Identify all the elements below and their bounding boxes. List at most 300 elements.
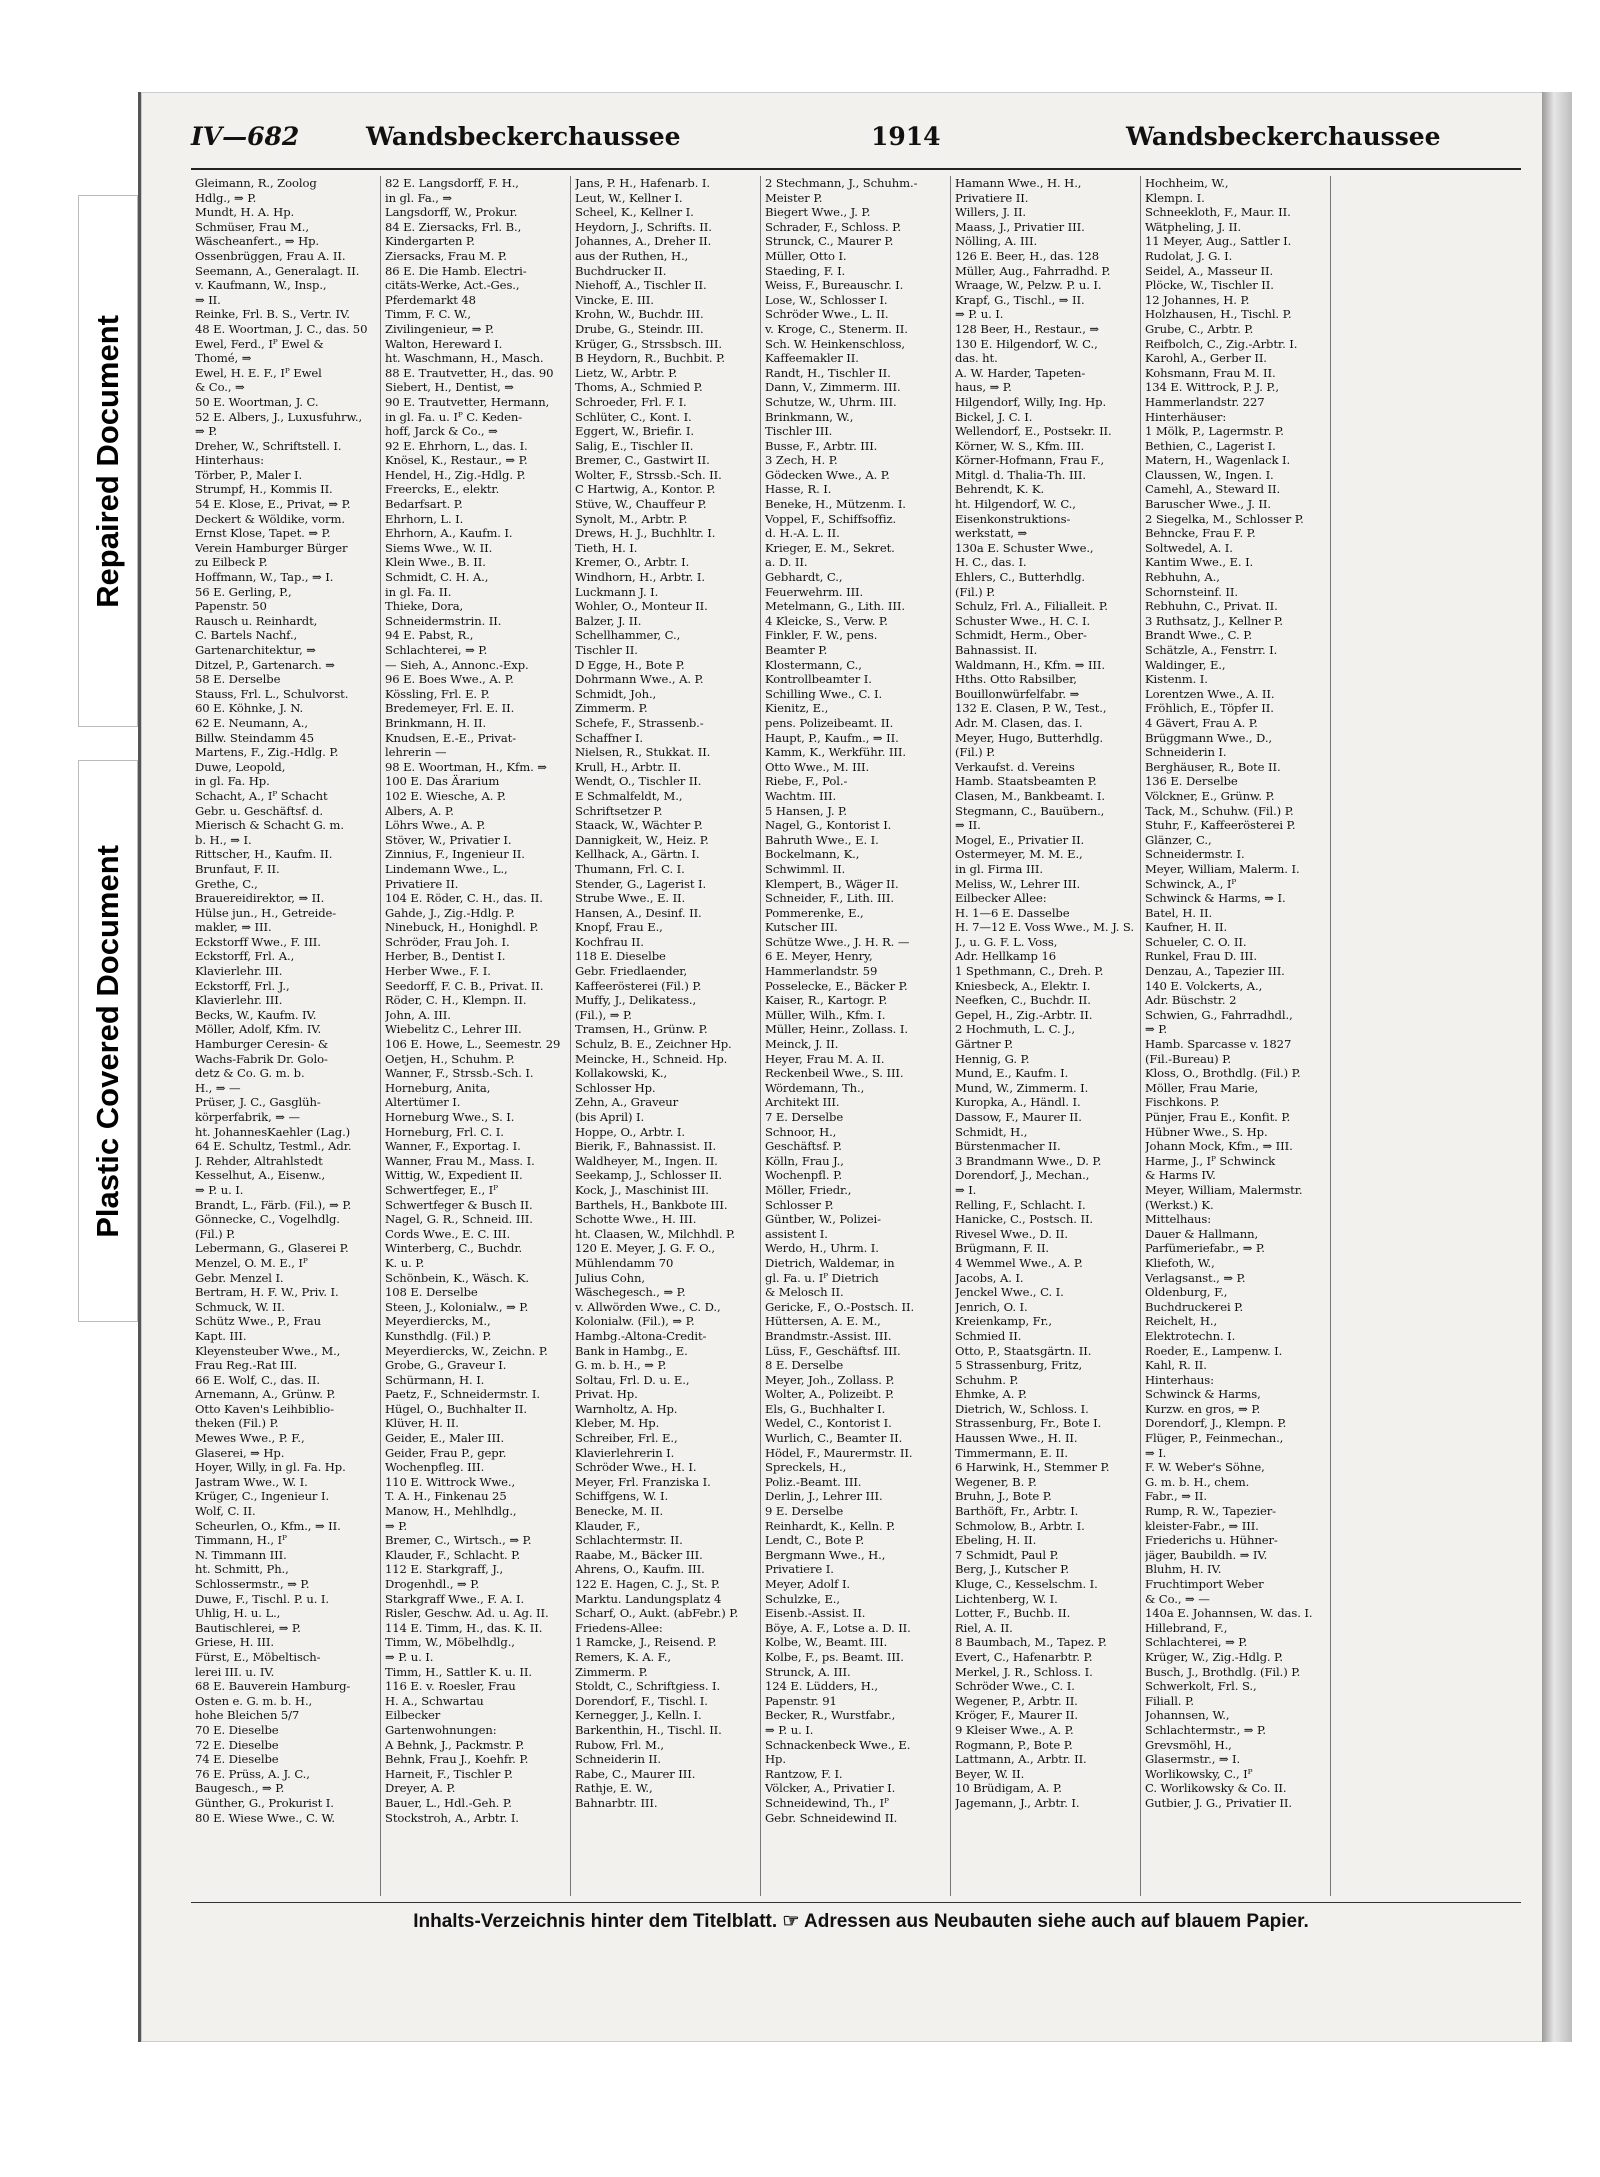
directory-entry: Brüggmann Wwe., D., — [1145, 730, 1273, 745]
directory-entry: Schneidermstrin. II. — [385, 613, 502, 628]
directory-entry: Meister P. — [765, 190, 823, 205]
directory-entry: in gl. Firma III. — [955, 861, 1043, 876]
directory-entry: Soltwedel, A. I. — [1145, 540, 1233, 555]
directory-entry: Rebhuhn, A., — [1145, 570, 1220, 585]
directory-entry: Klauder, F., — [575, 1518, 641, 1533]
directory-entry: 108 E. Derselbe — [385, 1285, 478, 1300]
directory-entry: v. Kroge, C., Stenerm. II. — [765, 321, 908, 336]
directory-entry: Tischler II. — [575, 643, 638, 657]
directory-entry: 88 E. Trautvetter, H., das. 90 — [385, 365, 554, 380]
directory-entry: Haussen Wwe., H. II. — [955, 1431, 1078, 1446]
directory-entry: & Harms IV. — [1145, 1168, 1216, 1183]
directory-entry: Beamter P. — [765, 643, 828, 657]
directory-entry: Schriftsetzer P. — [575, 803, 663, 818]
directory-entry: Krüger, C., Ingenieur I. — [195, 1489, 330, 1504]
directory-entry: 8 Baumbach, M., Tapez. P. — [955, 1635, 1107, 1650]
directory-entry: zu Eilbeck P. — [195, 555, 268, 570]
directory-entry: Ziersacks, Frau M. P. — [385, 248, 507, 263]
directory-entry: Tischler III. — [765, 424, 833, 439]
directory-entry: Hennig, G. P. — [955, 1051, 1030, 1066]
directory-entry: Zehn, A., Graveur — [575, 1095, 679, 1110]
directory-entry: Klostermann, C., — [765, 657, 862, 672]
directory-entry: Stockstroh, A., Arbtr. I. — [385, 1810, 519, 1825]
header-rule — [191, 168, 1521, 170]
directory-entry: Benecke, M. II. — [575, 1504, 664, 1519]
directory-entry: Haupt, P., Kaufm., ⇒ II. — [765, 730, 899, 745]
directory-entry: 72 E. Dieselbe — [195, 1737, 279, 1752]
directory-entry: Möller, Adolf, Kfm. IV. — [195, 1022, 322, 1037]
directory-entry: Poliz.-Beamt. III. — [765, 1474, 862, 1489]
directory-entry: in gl. Fa., ⇒ — [385, 190, 452, 205]
directory-entry: Kaiser, R., Kartogr. P. — [765, 993, 888, 1008]
directory-entry: Arnemann, A., Grünw. P. — [195, 1387, 336, 1402]
directory-entry: Rausch u. Reinhardt, — [195, 613, 318, 628]
directory-entry: Schilling Wwe., C. I. — [765, 686, 883, 701]
directory-entry: 124 E. Lüdders, H., — [765, 1679, 878, 1694]
directory-entry: Zimmerm. P. — [575, 1664, 648, 1679]
directory-entry: Gebhardt, C., — [765, 570, 843, 585]
directory-entry: Timm, W., Möbelhdlg., — [385, 1635, 515, 1650]
directory-entry: 110 E. Wittrock Wwe., — [385, 1474, 516, 1489]
directory-entry: Fischkons. P. — [1145, 1095, 1220, 1110]
directory-entry: Hammerlandstr. 59 — [765, 964, 878, 979]
directory-entry: 116 E. v. Roesler, Frau — [385, 1679, 516, 1694]
directory-entry: Pommerenke, E., — [765, 905, 864, 920]
directory-entry: Finkler, F. W., pens. — [765, 628, 878, 643]
directory-entry: Timm, H., Sattler K. u. II. — [385, 1664, 532, 1679]
directory-entry: Barkenthin, H., Tischl. II. — [575, 1722, 722, 1737]
directory-entry: Wochenpfleg. III. — [385, 1460, 485, 1475]
directory-entry: Stöver, W., Privatier I. — [385, 832, 512, 847]
directory-entry: Kollakowski, K., — [575, 1066, 668, 1081]
directory-entry: Staeding, F. I. — [765, 263, 846, 278]
directory-entry: Uhlig, H. u. L., — [195, 1606, 281, 1621]
directory-entry: Heydorn, J., Schrifts. II. — [575, 219, 712, 234]
directory-entry: Waldheyer, M., Ingen. II. — [575, 1153, 718, 1168]
directory-entry: Krohn, W., Buchdr. III. — [575, 307, 704, 322]
directory-entry: Kaffeerösterei (Fil.) P. — [575, 978, 702, 993]
directory-entry: Geider, E., Maler III. — [385, 1431, 505, 1446]
directory-entry: Jastram Wwe., W. I. — [195, 1474, 308, 1489]
directory-entry: Günther, G., Prokurist I. — [195, 1795, 334, 1810]
directory-entry: Thomé, ⇒ — [195, 351, 252, 366]
directory-entry: 136 E. Derselbe — [1145, 774, 1238, 789]
directory-entry: v. Allwörden Wwe., C. D., — [575, 1299, 721, 1314]
directory-entry: 2 Stechmann, J., Schuhm.- — [765, 176, 918, 190]
directory-entry: Müller, Aug., Fahrradhd. P. — [955, 263, 1111, 278]
directory-entry: Paetz, F., Schneidermstr. I. — [385, 1387, 540, 1402]
directory-entry: Drews, H. J., Buchhltr. I. — [575, 526, 716, 541]
directory-entry: Kremer, O., Arbtr. I. — [575, 555, 690, 570]
directory-entry: Bethien, C., Lagerist I. — [1145, 438, 1276, 453]
directory-entry: Dorendorf, J., Mechan., — [955, 1168, 1090, 1183]
directory-entry: Ossenbrüggen, Frau A. II. — [195, 248, 346, 263]
directory-entry: J. Rehder, Altrahlstedt — [195, 1153, 323, 1168]
directory-entry: Schwerkolt, Frl. S., — [1145, 1679, 1257, 1694]
directory-entry: Relling, F., Schlacht. I. — [955, 1197, 1086, 1212]
directory-entry: Hoffmann, W., Tap., ⇒ I. — [195, 570, 334, 585]
directory-entry: Glänzer, C., — [1145, 832, 1212, 847]
directory-entry: Hambg.-Altona-Credit- — [575, 1328, 707, 1343]
directory-entry: Matern, H., Wagenlack I. — [1145, 453, 1291, 468]
directory-entry: Wochenpfl. P. — [765, 1168, 843, 1183]
directory-entry: Hinterhaus: — [1145, 1372, 1214, 1387]
directory-entry: Schätzle, A., Fenstrr. I. — [1145, 643, 1278, 657]
directory-entry: Brunfaut, F. II. — [195, 861, 280, 876]
directory-entry: Friedens-Allee: — [575, 1620, 663, 1635]
column-7 — [1331, 176, 1521, 1896]
directory-entry: 100 E. Das Ärarium — [385, 774, 500, 789]
directory-entry: Bluhm, H. IV. — [1145, 1562, 1222, 1577]
directory-entry: Dorendorf, F., Tischl. I. — [575, 1693, 708, 1708]
directory-entry: 132 E. Clasen, P. W., Test., — [955, 701, 1107, 716]
directory-entry: Gutbier, J. G., Privatier II. — [1145, 1795, 1292, 1810]
column-6 — [1141, 176, 1331, 1896]
directory-entry: Brinkmann, H. II. — [385, 715, 487, 730]
directory-entry: ⇒ P. u. I. — [195, 1182, 244, 1197]
directory-entry: Verein Hamburger Bürger — [195, 540, 348, 555]
directory-entry: Behrendt, K. K. — [955, 482, 1045, 497]
directory-entry: Wittig, W., Expedient II. — [385, 1168, 523, 1183]
directory-entry: Muffy, J., Delikatess., — [575, 993, 697, 1008]
directory-entry: Horneburg, Frl. C. I. — [385, 1124, 504, 1139]
directory-entry: Schlüter, C., Kont. I. — [575, 409, 692, 424]
directory-entry: Schneiderin II. — [575, 1752, 661, 1767]
directory-entry: 2 Hochmuth, L. C. J., — [955, 1022, 1075, 1037]
directory-entry: Freercks, E., elektr. — [385, 482, 500, 497]
directory-entry: Timmermann, E. II. — [955, 1445, 1068, 1460]
directory-entry: Ehlers, C., Butterhdlg. — [955, 570, 1085, 585]
directory-entry: Hinterhaus: — [195, 453, 264, 468]
directory-entry: Papenstr. 50 — [195, 599, 267, 614]
directory-entry: Stegmann, C., Bauübern., — [955, 803, 1105, 818]
directory-entry: Drube, G., Steindr. III. — [575, 321, 704, 336]
directory-entry: ⇒ P. — [385, 1518, 408, 1533]
column-5 — [951, 176, 1141, 1896]
directory-entry: Schefe, F., Strassenb.- — [575, 715, 704, 730]
plastic-covered-document-text: Plastic Covered Document — [90, 844, 125, 1238]
directory-entry: Billw. Steindamm 45 — [195, 730, 315, 745]
directory-entry: 114 E. Timm, H., das. K. II. — [385, 1620, 543, 1635]
directory-entry: Ninebuck, H., Honighdl. P. — [385, 920, 539, 935]
directory-entry: Kahl, R. II. — [1145, 1358, 1207, 1373]
directory-entry: Meyer, Adolf I. — [765, 1577, 851, 1591]
directory-entry: Verkaufst. d. Vereins — [955, 759, 1075, 774]
directory-entry: Kienitz, E., — [765, 701, 829, 716]
directory-entry: Kölln, Frau J., — [765, 1153, 844, 1168]
directory-entry: Schlosser Hp. — [575, 1080, 656, 1095]
directory-entry: Brügmann, F. II. — [955, 1241, 1050, 1256]
directory-entry: Wördemann, Th., — [765, 1080, 865, 1095]
directory-entry: Hamb. Sparcasse v. 1827 — [1145, 1037, 1292, 1052]
directory-entry: Behncke, Frau F. P. — [1145, 526, 1256, 541]
directory-entry: Privat. Hp. — [575, 1387, 638, 1402]
directory-entry: Knudsen, E.-E., Privat- — [385, 730, 517, 745]
directory-entry: H. 7—12 E. Voss Wwe., M. J. S. — [955, 920, 1134, 935]
directory-entry: Adr. Hellkamp 16 — [955, 949, 1057, 964]
directory-entry: 134 E. Wittrock, P. J. P., — [1145, 380, 1279, 395]
directory-entry: Stauss, Frl. L., Schulvorst. — [195, 686, 349, 701]
directory-entry: 4 Gävert, Frau A. P. — [1145, 715, 1258, 730]
directory-entry: 118 E. Dieselbe — [575, 949, 666, 964]
directory-entry: 86 E. Die Hamb. Electri- — [385, 263, 527, 278]
directory-entry: Johannsen, W., — [1145, 1708, 1230, 1723]
directory-entry: 106 E. Howe, L., Seemestr. 29 — [385, 1037, 561, 1052]
directory-entry: Lendt, C., Bote P. — [765, 1533, 865, 1548]
directory-entry: Hübner Wwe., S. Hp. — [1145, 1124, 1268, 1139]
directory-entry: Kurzw. en gros, ⇒ P. — [1145, 1401, 1261, 1416]
column-1 — [191, 176, 381, 1896]
directory-entry: Remers, K. A. F., — [575, 1649, 671, 1664]
directory-entry: Schulz, B. E., Zeichner Hp. — [575, 1037, 732, 1052]
directory-entry: Bank in Hambg., E. — [575, 1343, 688, 1358]
directory-entry: Jenrich, O. I. — [955, 1299, 1028, 1314]
directory-entry: Steen, J., Kolonialw., ⇒ P. — [385, 1299, 529, 1314]
directory-entry: Ewel, H. E. F., Iᴾ Ewel — [195, 365, 322, 380]
directory-entry: Bedarfsart. P. — [385, 497, 463, 512]
directory-entry: werkstatt, ⇒ — [955, 526, 1028, 541]
directory-entry: E Schmalfeldt, M., — [575, 788, 683, 803]
directory-entry: Walton, Hereward I. — [385, 336, 503, 351]
directory-entry: Dassow, F., Maurer II. — [955, 1110, 1082, 1124]
directory-entry: Mierisch & Schacht G. m. — [195, 818, 344, 833]
directory-entry: 90 E. Trautvetter, Hermann, — [385, 394, 550, 409]
directory-entry: Camehl, A., Steward II. — [1145, 482, 1281, 497]
directory-entry: Schmolow, B., Arbtr. I. — [955, 1518, 1085, 1533]
footer-rule — [191, 1902, 1521, 1903]
directory-entry: G. m. b. H., ⇒ P. — [575, 1358, 667, 1373]
directory-entry: Soltau, Frl. D. u. E., — [575, 1372, 690, 1387]
directory-entry: Meyer, William, Malerm. I. — [1145, 861, 1300, 876]
directory-entry: Buchdrucker II. — [575, 263, 667, 278]
directory-entry: Tramsen, H., Grünw. P. — [575, 1022, 708, 1037]
directory-entry: Möller, Friedr., — [765, 1182, 852, 1197]
directory-entry: Herber, B., Dentist I. — [385, 949, 506, 964]
directory-entry: 130 E. Hilgendorf, W. C., — [955, 336, 1098, 351]
directory-entry: Beneke, H., Mützenm. I. — [765, 497, 906, 512]
directory-entry: 122 E. Hagen, C. J., St. P. — [575, 1577, 720, 1591]
directory-entry: Schmidt, C. H. A., — [385, 570, 489, 585]
directory-entry: Schwinck, A., Iᴾ — [1145, 876, 1237, 891]
directory-entry: 7 Schmidt, Paul P. — [955, 1547, 1059, 1562]
directory-entry: Starkgraff Wwe., F. A. I. — [385, 1591, 525, 1606]
directory-entry: Julius Cohn, — [575, 1270, 645, 1285]
directory-entry: Grevsmöhl, H., — [1145, 1737, 1232, 1752]
directory-entry: Geschäftsf. P. — [765, 1139, 842, 1154]
directory-entry: Timmann, H., Iᴾ — [195, 1533, 287, 1548]
directory-entry: 9 E. Derselbe — [765, 1504, 844, 1519]
directory-entry: Wiebelitz C., Lehrer III. — [385, 1022, 522, 1037]
directory-entry: das. ht. — [955, 351, 998, 366]
directory-entry: Spreckels, H., — [765, 1460, 847, 1475]
directory-entry: (Fil.) P. — [955, 584, 996, 599]
directory-entry: Schrader, F., Schloss. P. — [765, 219, 902, 234]
directory-entry: Lorentzen Wwe., A. II. — [1145, 686, 1275, 701]
directory-entry: Wäschegesch., ⇒ P. — [575, 1285, 686, 1300]
directory-entry: Kolbe, F., ps. Beamt. III. — [765, 1649, 904, 1664]
directory-entry: Löhrs Wwe., A. P. — [385, 818, 486, 833]
directory-entry: Mühlendamm 70 — [575, 1255, 674, 1270]
directory-entry: 3 Zech, H. P. — [765, 453, 838, 468]
directory-entry: Meyer, Frl. Franziska I. — [575, 1474, 711, 1489]
directory-entry: Schuhm. P. — [955, 1372, 1019, 1387]
directory-entry: 48 E. Woortman, J. C., das. 50 — [195, 321, 368, 336]
directory-entry: Elektrotechn. I. — [1145, 1328, 1236, 1343]
directory-entry: Schlossermstr., ⇒ P. — [195, 1577, 310, 1591]
directory-entry: Hammerlandstr. 227 — [1145, 394, 1265, 409]
directory-entry: Schütze Wwe., J. H. R. — — [765, 934, 910, 949]
directory-entry: Güntber, W., Polizei- — [765, 1212, 881, 1227]
directory-entry: Lietz, W., Arbtr. P. — [575, 365, 678, 380]
directory-entry: ⇒ I. — [1145, 1445, 1167, 1460]
directory-entry: aus der Ruthen, H., — [575, 248, 689, 263]
directory-entry: Brandmstr.-Assist. III. — [765, 1328, 892, 1343]
directory-entry: Wegener, B. P. — [955, 1474, 1037, 1489]
directory-entry: Manow, H., Mehlhdlg., — [385, 1504, 517, 1519]
directory-entry: Evert, C., Hafenarbtr. P. — [955, 1649, 1093, 1664]
directory-entry: Deckert & Wöldike, vorm. — [195, 511, 345, 526]
directory-entry: Kernegger, J., Kelln. I. — [575, 1708, 702, 1723]
directory-entry: 5 Hansen, J. P. — [765, 803, 847, 818]
directory-entry: Strube Wwe., E. II. — [575, 891, 686, 906]
directory-entry: Wolter, A., Polizeibt. P. — [765, 1387, 894, 1402]
directory-entry: ⇒ II. — [195, 292, 221, 307]
directory-entry: Pünjer, Frau E., Konfit. P. — [1145, 1110, 1291, 1124]
directory-entry: Kleyensteuber Wwe., M., — [195, 1343, 341, 1358]
directory-entry: Kohsmann, Frau M. II. — [1145, 365, 1276, 380]
directory-entry: Hinterhäuser: — [1145, 409, 1227, 424]
directory-entry: C. Bartels Nachf., — [195, 628, 298, 643]
directory-entry: Schröder Wwe., C. I. — [955, 1679, 1075, 1694]
repaired-document-text: Repaired Document — [90, 314, 125, 608]
directory-entry: Eggert, W., Briefir. I. — [575, 424, 694, 439]
directory-entry: Gahde, J., Zig.-Hdlg. P. — [385, 905, 515, 920]
directory-entry: Bockelmann, K., — [765, 847, 860, 862]
directory-entry: Riebe, F., Pol.- — [765, 774, 848, 789]
directory-entry: Meyer, Joh., Zollass. P. — [765, 1372, 895, 1387]
directory-entry: Niehoff, A., Tischler II. — [575, 278, 707, 293]
directory-entry: Hilgendorf, Willy, Ing. Hp. — [955, 394, 1107, 409]
directory-entry: 80 E. Wiese Wwe., C. W. — [195, 1810, 335, 1825]
directory-entry: Zivilingenieur, ⇒ P. — [385, 321, 494, 336]
directory-entry: Reifbolch, C., Zig.-Arbtr. I. — [1145, 336, 1298, 351]
directory-entry: Wanner, F., Strssb.-Sch. I. — [385, 1066, 534, 1081]
directory-entry: Dann, V., Zimmerm. III. — [765, 380, 901, 395]
year: 1914 — [871, 122, 941, 151]
directory-entry: Rittscher, H., Kaufm. II. — [195, 847, 333, 862]
directory-entry: Seedorff, F. C. B., Privat. II. — [385, 978, 544, 993]
directory-entry: Müller, Otto I. — [765, 248, 847, 263]
directory-entry: 3 Brandmann Wwe., D. P. — [955, 1153, 1102, 1168]
directory-entry: Rathje, E. W., — [575, 1781, 653, 1796]
directory-entry: Schwinck & Harms, — [1145, 1387, 1261, 1402]
directory-entry: Brandt Wwe., C. P. — [1145, 628, 1253, 643]
directory-entry: Johann Mock, Kfm., ⇒ III. — [1145, 1139, 1293, 1154]
directory-entry: Gärtner P. — [955, 1037, 1014, 1052]
directory-entry: Gleimann, R., Zoolog — [195, 176, 317, 190]
directory-entry: 84 E. Ziersacks, Frl. B., — [385, 219, 522, 234]
column-4 — [761, 176, 951, 1896]
directory-entry: Schwertfeger, E., Iᴾ — [385, 1182, 498, 1197]
directory-entry: Hillebrand, F., — [1145, 1620, 1228, 1635]
directory-entry: 4 Kleicke, S., Verw. P. — [765, 613, 888, 628]
directory-entry: Baruscher Wwe., J. II. — [1145, 497, 1271, 512]
directory-entry: Meliss, W., Lehrer III. — [955, 876, 1081, 891]
directory-entry: Wachtm. III. — [765, 788, 837, 803]
directory-entry: Bouillonwürfelfabr. ⇒ — [955, 686, 1080, 701]
directory-entry: Reckenbeil Wwe., S. III. — [765, 1066, 904, 1081]
directory-entry: Müller, Wilh., Kfm. I. — [765, 1007, 886, 1022]
directory-entry: ht. Hilgendorf, W. C., — [955, 497, 1076, 512]
directory-entry: Roeder, E., Lampenw. I. — [1145, 1343, 1283, 1358]
directory-entry: Runkel, Frau D. III. — [1145, 949, 1257, 964]
directory-entry: ⇒ P. u. I. — [955, 307, 1004, 322]
directory-entry: Kolbe, W., Beamt. III. — [765, 1635, 888, 1650]
directory-entry: makler, ⇒ III. — [195, 920, 272, 935]
directory-entry: in gl. Fa. II. — [385, 584, 452, 599]
directory-entry: Schulzke, E., — [765, 1591, 840, 1606]
directory-entry: ht. Claasen, W., Milchhdl. P. — [575, 1226, 735, 1241]
directory-entry: 102 E. Wiesche, A. P. — [385, 788, 506, 803]
directory-entry: Metelmann, G., Lith. III. — [765, 599, 905, 614]
directory-entry: Kuropka, A., Händl. I. — [955, 1095, 1081, 1110]
directory-entry: Thoms, A., Schmied P. — [575, 380, 703, 395]
directory-entry: Dannigkeit, W., Heiz. P. — [575, 832, 709, 847]
directory-entry: (Werkst.) K. — [1145, 1197, 1214, 1212]
directory-entry: Hügel, O., Buchhalter II. — [385, 1401, 527, 1416]
directory-entry: 3 Ruthsatz, J., Kellner P. — [1145, 613, 1283, 628]
directory-entry: Wachs-Fabrik Dr. Golo- — [195, 1051, 328, 1066]
directory-entry: Brauereidirektor, ⇒ II. — [195, 891, 325, 906]
directory-entry: Luckmann J. I. — [575, 584, 659, 599]
directory-entry: Kolonialw. (Fil.), ⇒ P. — [575, 1314, 695, 1329]
directory-entry: Schellhammer, C., — [575, 628, 681, 643]
directory-entry: Jacobs, A. I. — [955, 1270, 1024, 1285]
directory-entry: Strumpf, H., Kommis II. — [195, 482, 333, 497]
directory-entry: Mund, W., Zimmerm. I. — [955, 1080, 1089, 1095]
directory-entry: Gebr. u. Geschäftsf. d. — [195, 803, 323, 818]
directory-entry: Schneekloth, F., Maur. II. — [1145, 205, 1291, 220]
directory-entry: Meyerdiercks, M., — [385, 1314, 491, 1329]
directory-entry: Werdo, H., Uhrm. I. — [765, 1241, 879, 1256]
directory-entry: Klempert, B., Wäger II. — [765, 876, 899, 891]
directory-entry: H. A., Schwartau — [385, 1693, 484, 1708]
directory-entry: Harneit, F., Tischler P. — [385, 1766, 513, 1781]
directory-entry: Kontrollbeamter I. — [765, 672, 872, 687]
directory-entry: Kantim Wwe., E. I. — [1145, 555, 1254, 570]
directory-entry: Stüve, W., Chauffeur P. — [575, 497, 707, 512]
directory-entry: Hülse jun., H., Getreide- — [195, 905, 337, 920]
directory-entry: Grethe, C., — [195, 876, 258, 891]
directory-entry: Kössling, Frl. E. P. — [385, 686, 490, 701]
directory-entry: Schmüser, Frau M., — [195, 219, 309, 234]
directory-entry: Klavierlehr. III. — [195, 993, 283, 1008]
directory-entry: Schmied II. — [955, 1328, 1022, 1343]
directory-entry: Bahnassist. II. — [955, 643, 1038, 657]
directory-entry: Hödel, F., Maurermstr. II. — [765, 1445, 913, 1460]
directory-entry: 94 E. Pabst, R., — [385, 628, 474, 643]
directory-entry: Gepel, H., Zig.-Arbtr. II. — [955, 1007, 1093, 1022]
column-2 — [381, 176, 571, 1896]
directory-entry: Hochheim, W., — [1145, 176, 1229, 190]
directory-entry: Schreiber, Frl. E., — [575, 1431, 678, 1446]
column-3 — [571, 176, 761, 1896]
directory-entry: ⇒ P. — [1145, 1022, 1168, 1037]
directory-entry: Thumann, Frl. C. I. — [575, 861, 685, 876]
directory-entry: Reichelt, H., — [1145, 1314, 1218, 1329]
directory-entry: Tack, M., Schuhw. (Fil.) P. — [1145, 803, 1294, 818]
directory-entry: hohe Bleichen 5/7 — [195, 1708, 300, 1723]
